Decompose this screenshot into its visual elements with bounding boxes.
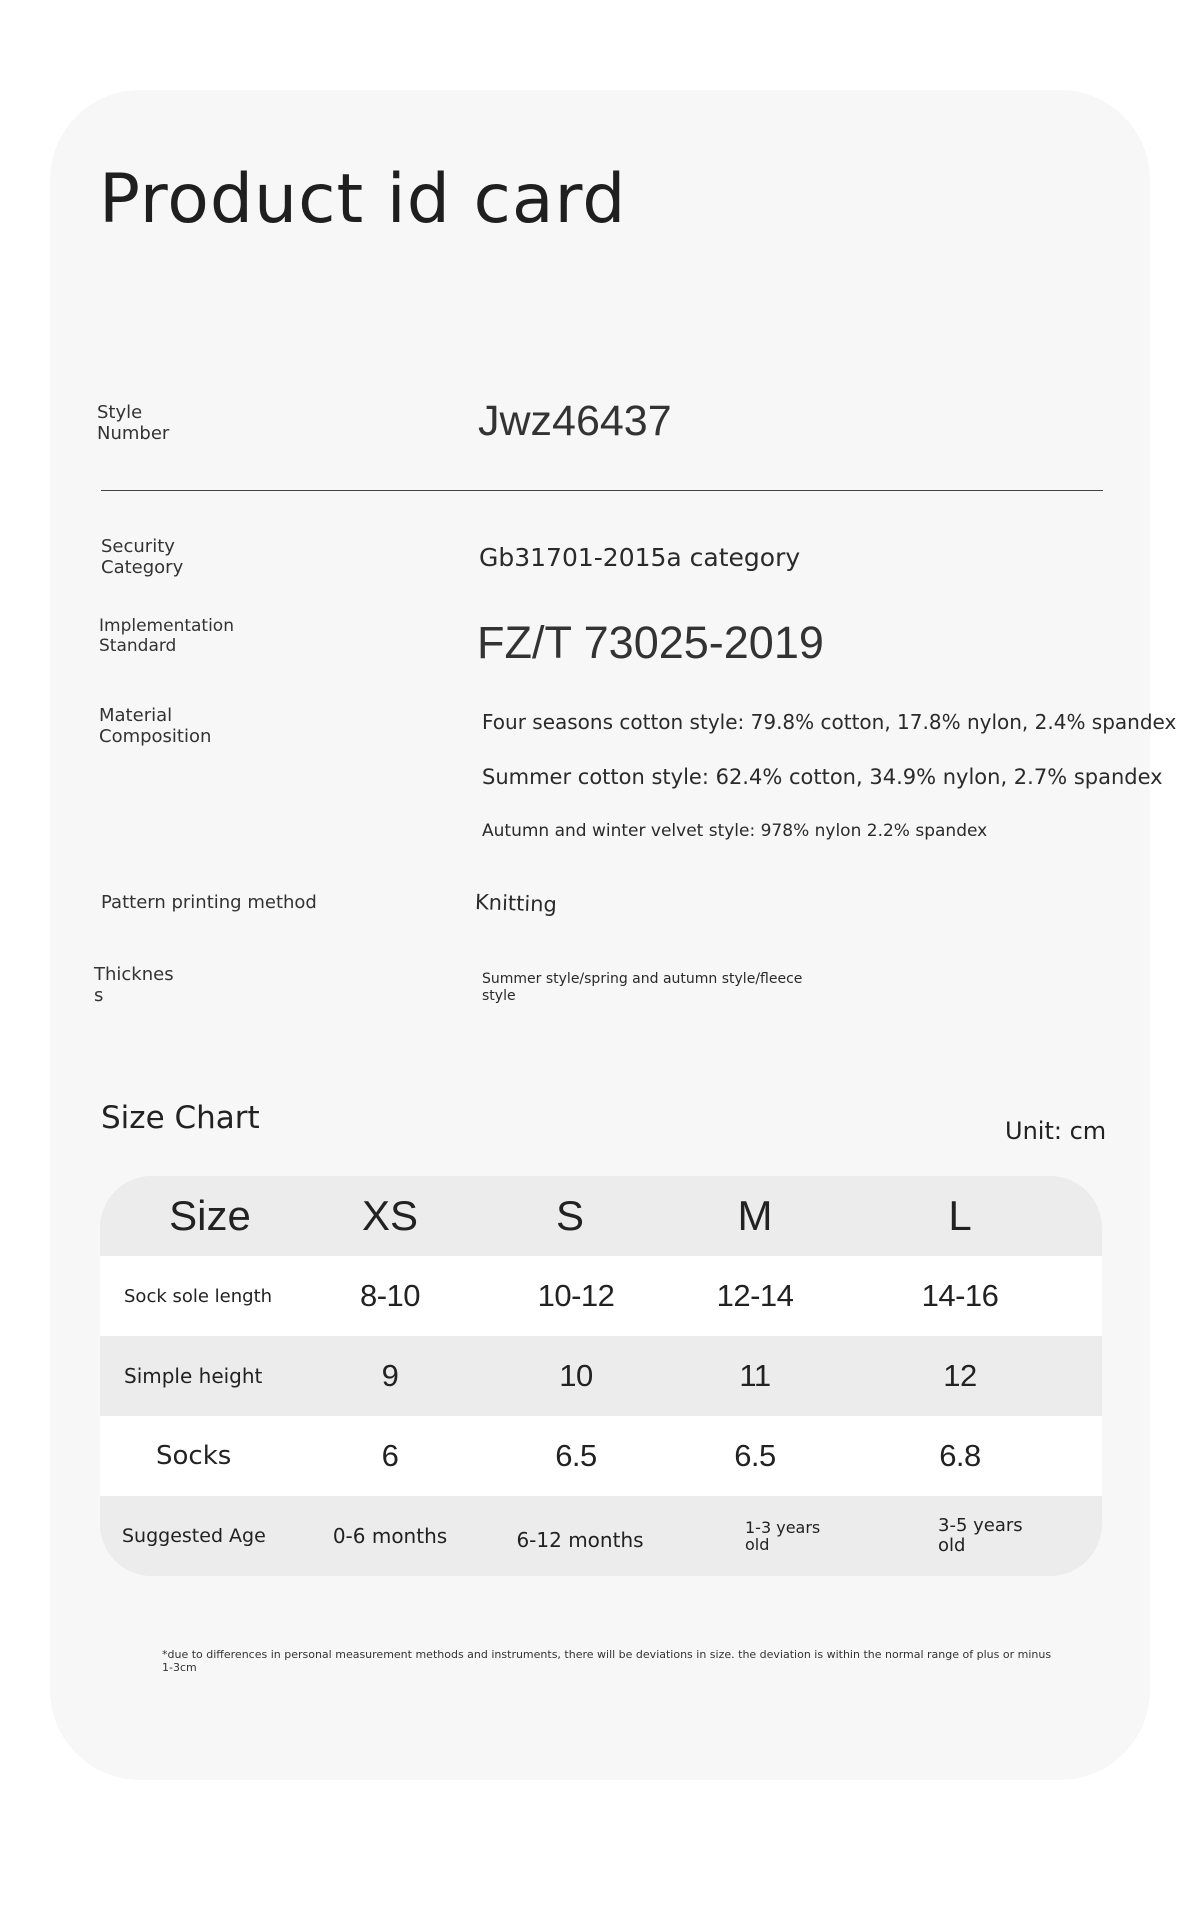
style-number-label: Style Number [97,402,170,444]
footnote: *due to differences in personal measurement methods and instruments, there will be deviations in size. the deviation is within the normal range of plus or minus 1-3cm [162,1648,1052,1674]
row-label-socks: Socks [156,1441,232,1471]
thickness-label: Thicknes s [94,964,174,1006]
size-chart-title: Size Chart [101,1100,260,1136]
table-cell: 6.8 [939,1438,981,1473]
table-cell: 6.5 [734,1438,776,1473]
table-cell: 10 [559,1358,593,1393]
table-header-s: S [555,1192,584,1239]
table-header-xs: XS [361,1192,419,1239]
table-cell: 3-5 years old [938,1515,1023,1556]
table-cell: 6-12 months [516,1528,644,1552]
table-row [100,1496,1102,1576]
table-row [100,1416,1102,1496]
implementation-standard-label: Implementation Standard [99,616,234,656]
table-cell: 9 [381,1358,399,1393]
table-header-size: Size [169,1192,251,1239]
divider [101,490,1103,491]
row-label-sock-sole-length: Sock sole length [124,1285,273,1307]
table-cell: 6.5 [555,1438,597,1473]
table-header-l: L [948,1192,972,1239]
pattern-printing-value: Knitting [474,890,558,917]
row-label-simple-height: Simple height [124,1364,263,1388]
table-cell: 8-10 [359,1278,421,1313]
material-composition-label: Material Composition [99,705,212,747]
table-cell: 6 [381,1438,399,1473]
table-cell: 10-12 [537,1278,615,1313]
material-line-four-seasons: Four seasons cotton style: 79.8% cotton, 17.8% nylon, 2.4% spandex [482,710,1177,734]
page-title: Product id card [99,160,627,239]
table-cell: 11 [739,1358,771,1393]
table-cell: 12 [943,1358,977,1393]
table-cell: 1-3 years old [745,1518,821,1554]
table-cell: 12-14 [716,1278,794,1313]
thickness-value: Summer style/spring and autumn style/fleece style [482,971,803,1004]
security-category-value: Gb31701-2015a category [479,543,801,572]
table-row [100,1336,1102,1416]
implementation-standard-value: FZ/T 73025-2019 [477,617,824,668]
size-chart-table [100,1176,1102,1576]
table-row [100,1256,1102,1336]
row-label-suggested-age: Suggested Age [122,1525,266,1547]
material-line-autumn-winter: Autumn and winter velvet style: 978% nylon 2.2% spandex [482,821,988,841]
table-header-row [100,1176,1102,1256]
pattern-printing-label: Pattern printing method [101,892,317,913]
style-number-value: Jwz46437 [478,397,672,445]
table-cell: 0-6 months [332,1524,448,1548]
material-line-summer: Summer cotton style: 62.4% cotton, 34.9% nylon, 2.7% spandex [482,765,1163,789]
table-cell: 14-16 [921,1278,999,1313]
size-chart-unit: Unit: cm [1005,1117,1107,1145]
security-category-label: Security Category [101,536,184,578]
table-header-m: M [737,1192,773,1239]
